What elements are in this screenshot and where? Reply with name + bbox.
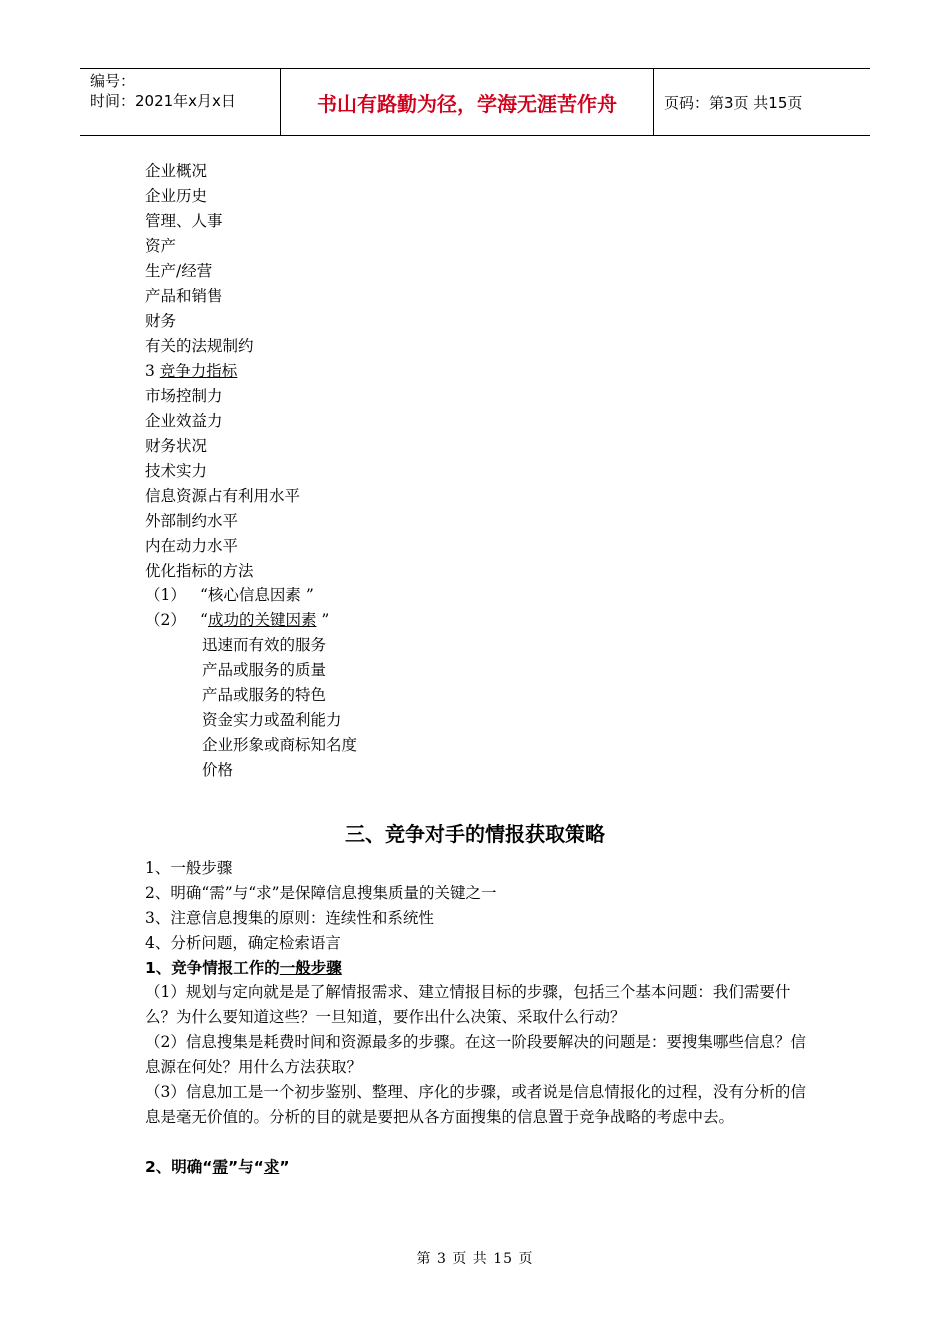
list-item: 优化指标的方法 bbox=[145, 562, 254, 580]
list-item: 生产/经营 bbox=[145, 262, 213, 280]
outline-item: 2、明确“需”与“求”是保障信息搜集质量的关键之一 bbox=[145, 884, 497, 902]
list-item: 产品和销售 bbox=[145, 287, 223, 305]
competitiveness-title: 竞争力指标 bbox=[159, 362, 238, 380]
list-item: 企业效益力 bbox=[145, 412, 223, 430]
method-1-text: “核心信息因素 ” bbox=[200, 586, 314, 604]
outline-item: 3、注意信息搜集的原则：连续性和系统性 bbox=[145, 909, 434, 927]
list-item: 企业历史 bbox=[145, 187, 208, 205]
paragraph-2: （2）信息搜集是耗费时间和资源最多的步骤。在这一阶段要解决的问题是：要搜集哪些信息？信息源在何处？用什么方法获取？ bbox=[145, 1033, 806, 1076]
list-item: 有关的法规制约 bbox=[145, 337, 254, 355]
key-factor-item: 产品或服务的质量 bbox=[202, 661, 327, 679]
subheading-2-demand: 求 bbox=[263, 1158, 280, 1176]
number-label: 编号： bbox=[90, 72, 136, 90]
key-factor-item: 价格 bbox=[202, 761, 234, 779]
header-motto: 书山有路勤为径，学海无涯苦作舟 bbox=[281, 69, 654, 135]
list-item: 财务状况 bbox=[145, 437, 208, 455]
subheading-1-underlined: 一般步骤 bbox=[279, 959, 342, 977]
key-factor-item: 企业形象或商标知名度 bbox=[202, 736, 358, 754]
subheading-1-prefix: 1、竞争情报工作的 bbox=[145, 959, 280, 977]
key-factor-item: 产品或服务的特色 bbox=[202, 686, 327, 704]
subheading-2-suffix: ” bbox=[279, 1158, 290, 1176]
list-item: 企业概况 bbox=[145, 162, 208, 180]
subheading-2-need: 需 bbox=[212, 1158, 228, 1176]
header-page-label: 页码：第3页 共15页 bbox=[664, 94, 803, 112]
list-item: 技术实力 bbox=[145, 462, 208, 480]
method-1-number: （1） bbox=[145, 586, 186, 604]
list-item: 管理、人事 bbox=[145, 212, 223, 230]
list-item: 内在动力水平 bbox=[145, 537, 239, 555]
list-item: 市场控制力 bbox=[145, 387, 223, 405]
subheading-general-steps bbox=[145, 958, 342, 978]
list-item: 信息资源占有利用水平 bbox=[145, 487, 301, 505]
subheading-need-demand bbox=[145, 1157, 290, 1177]
list-item: 外部制约水平 bbox=[145, 512, 239, 530]
paragraph-3: （3）信息加工是一个初步鉴别、整理、序化的步骤，或者说是信息情报化的过程，没有分析的信息是毫无价值的。分析的目的就是要把从各方面搜集的信息置于竞争战略的考虑中去。 bbox=[145, 1083, 806, 1126]
outline-item: 1、一般步骤 bbox=[145, 859, 233, 877]
method-1 bbox=[145, 585, 314, 605]
method-2-text: 成功的关键因素 bbox=[207, 611, 317, 629]
header-table bbox=[80, 68, 870, 136]
key-factor-item: 资金实力或盈利能力 bbox=[202, 711, 342, 729]
section-title: 三、竞争对手的情报获取策略 bbox=[345, 822, 605, 846]
time-label: 时间：2021年x月x日 bbox=[90, 92, 236, 110]
competitiveness-prefix: 3 bbox=[145, 362, 160, 380]
header-meta-cell bbox=[80, 69, 281, 135]
subheading-2-prefix: 2、明确“ bbox=[145, 1158, 213, 1176]
subheading-2-mid: ”与“ bbox=[228, 1158, 264, 1176]
list-item: 财务 bbox=[145, 312, 177, 330]
outline-item: 4、分析问题，确定检索语言 bbox=[145, 934, 341, 952]
competitiveness-heading bbox=[145, 361, 237, 381]
paragraph-1: （1）规划与定向就是是了解情报需求、建立情报目标的步骤，包括三个基本问题：我们需要什么？为什么要知道这些？一旦知道，要作出什么决策、采取什么行动？ bbox=[145, 983, 791, 1026]
key-factor-item: 迅速而有效的服务 bbox=[202, 636, 327, 654]
page-footer: 第 3 页 共 15 页 bbox=[416, 1251, 534, 1267]
list-item: 资产 bbox=[145, 237, 177, 255]
method-2-close-quote: ” bbox=[316, 611, 330, 629]
method-2-number: （2） bbox=[145, 611, 186, 629]
method-2-open-quote: “ bbox=[200, 611, 208, 629]
method-2 bbox=[145, 610, 329, 630]
